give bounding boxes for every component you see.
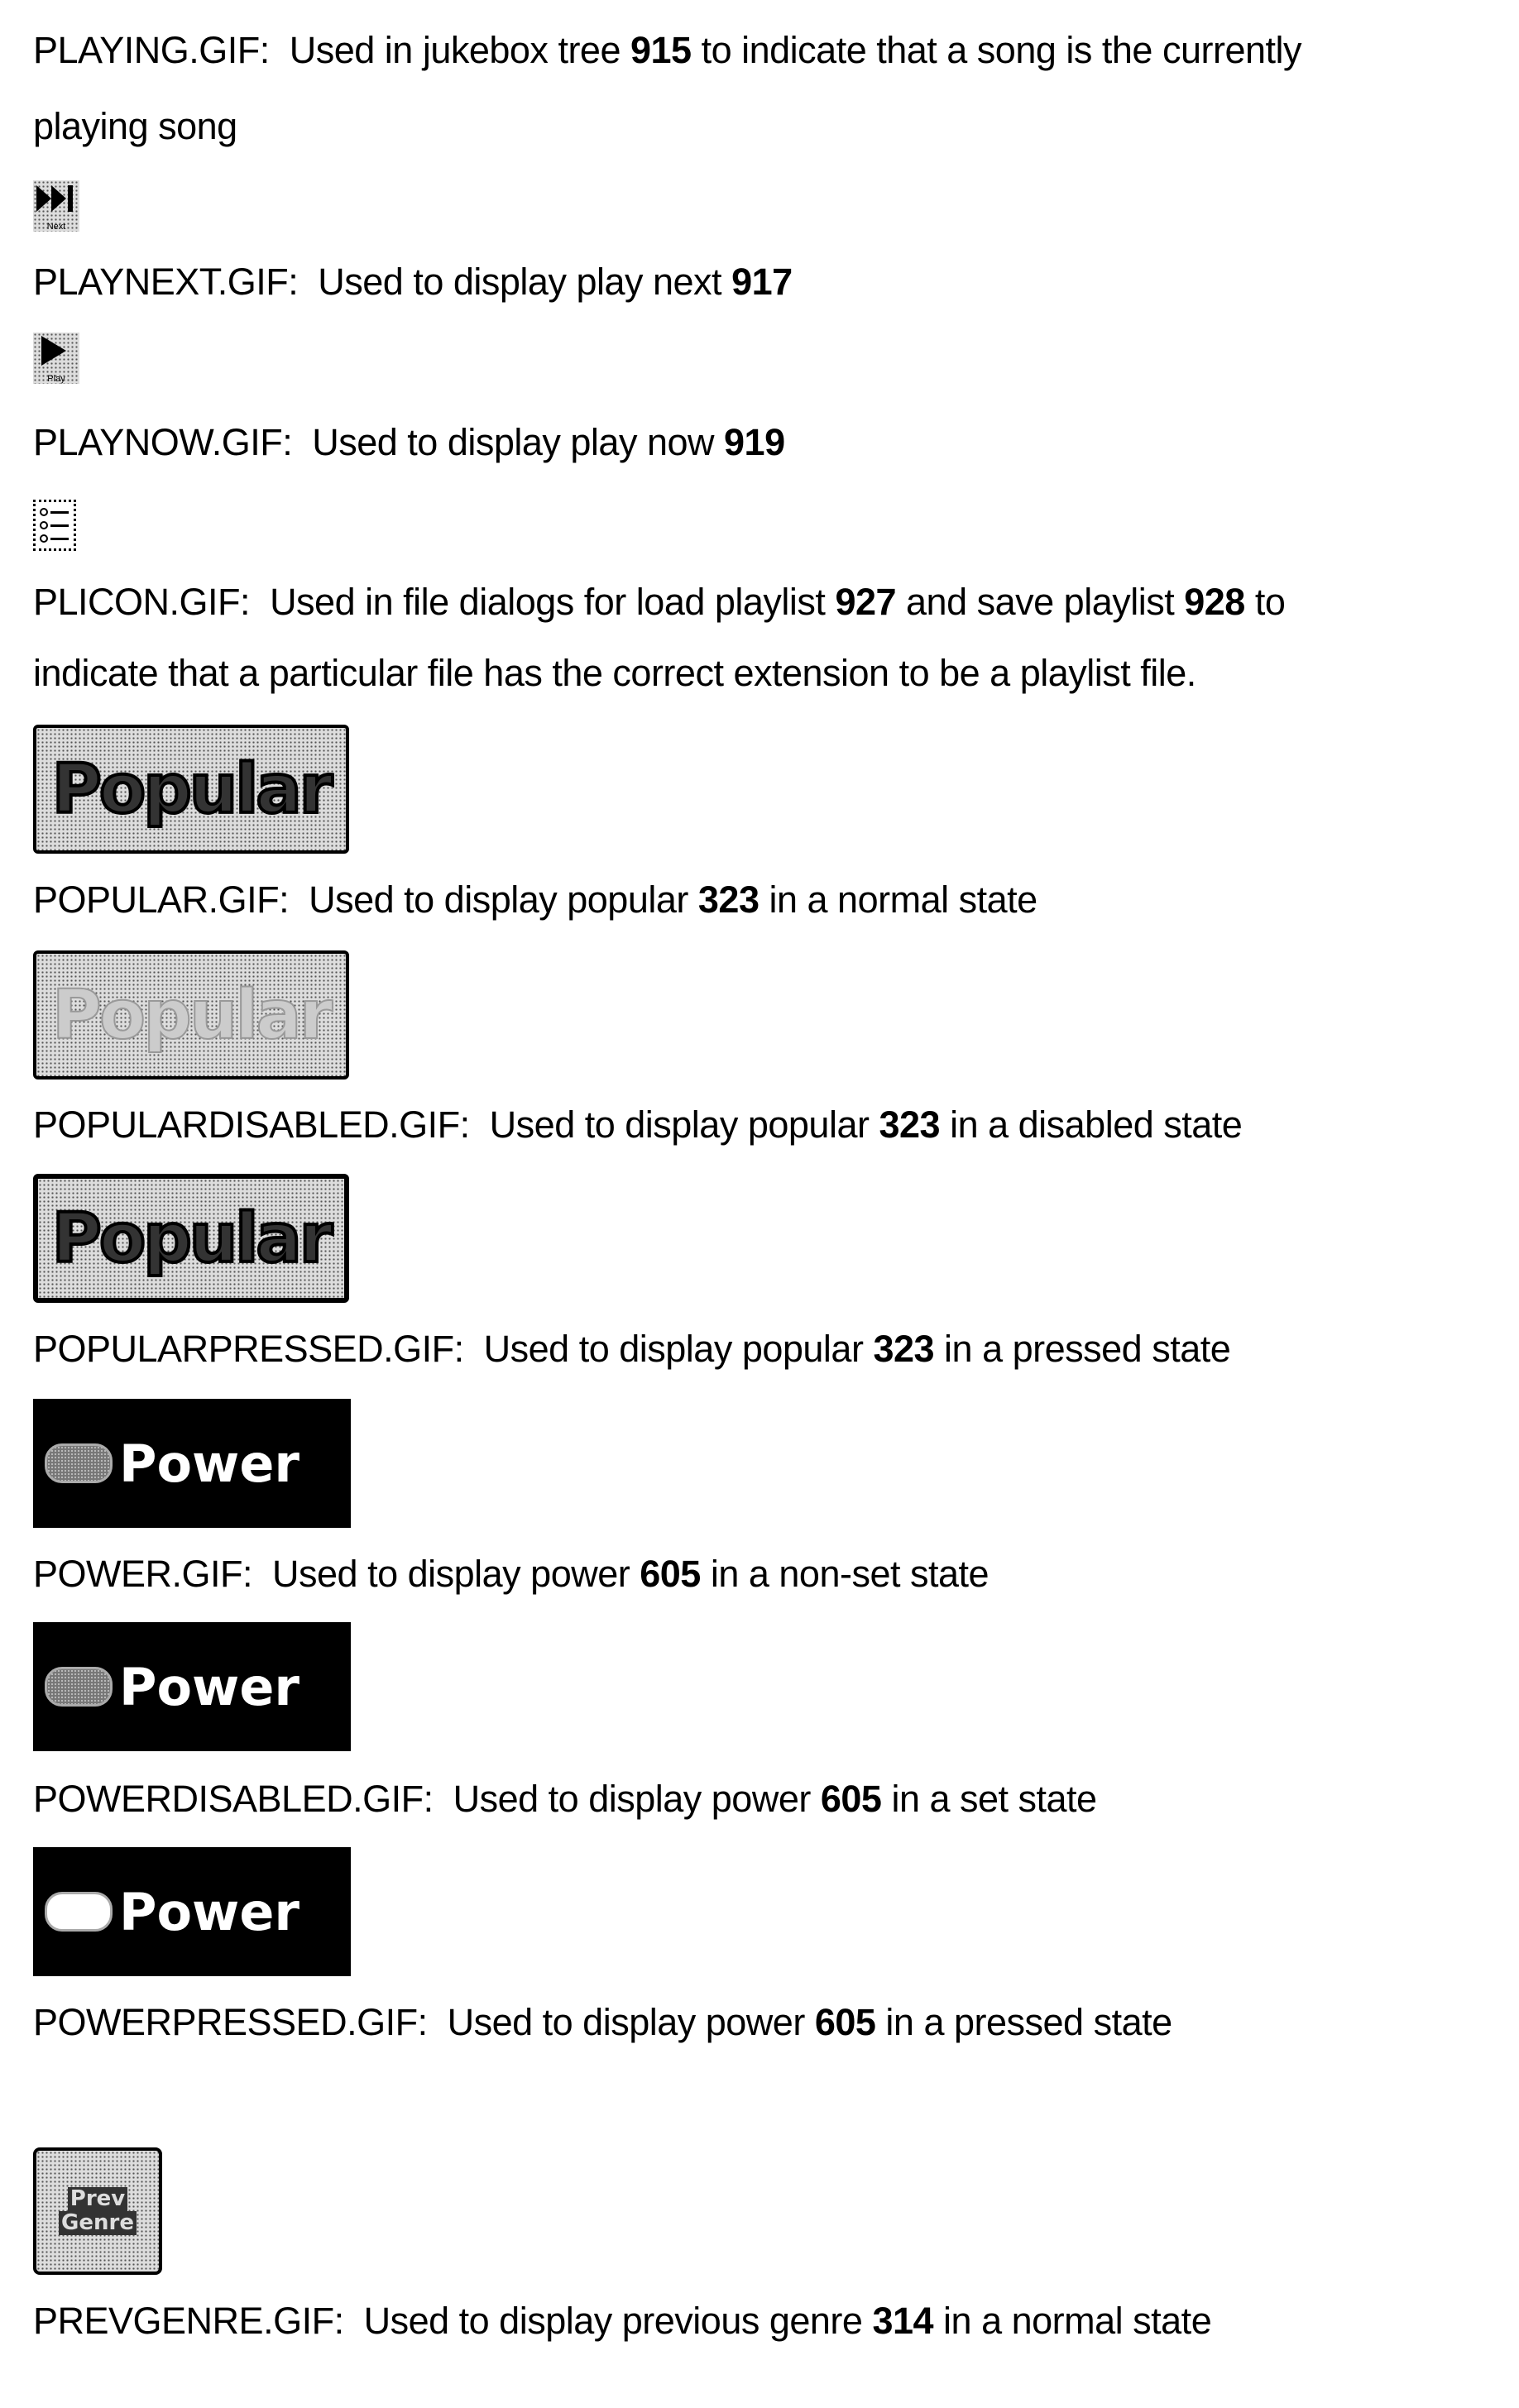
power-indicator-icon [45,1443,113,1483]
entry-popular: POPULAR.GIF: Used to display popular 323 in a normal state [33,881,1037,918]
entry-playing-cont: playing song [33,108,237,145]
entry-prevgenre: PREVGENRE.GIF: Used to display previous genre 314 in a normal state [33,2302,1211,2339]
playlist-file-icon [33,500,76,551]
popular-disabled-button-image: Popular [33,950,349,1080]
entry-plicon: PLICON.GIF: Used in file dialogs for load playlist 927 and save playlist 928 to [33,583,1285,620]
entry-popular-disabled: POPULARDISABLED.GIF: Used to display popular 323 in a disabled state [33,1106,1242,1143]
entry-plicon-cont: indicate that a particular file has the correct extension to be a playlist file. [33,654,1196,692]
power-disabled-button-image: Power [33,1622,351,1751]
entry-playnow: PLAYNOW.GIF: Used to display play now 919 [33,424,785,461]
entry-playnext: PLAYNEXT.GIF: Used to display play next 917 [33,263,793,300]
play-now-icon: Play [33,333,79,384]
entry-playing: PLAYING.GIF: Used in jukebox tree 915 to indicate that a song is the currently [33,31,1301,69]
prev-genre-button-image: Prev Genre [33,2147,162,2275]
power-pressed-button-image: Power [33,1847,351,1976]
entry-popular-pressed: POPULARPRESSED.GIF: Used to display popular 323 in a pressed state [33,1330,1230,1367]
entry-power-disabled: POWERDISABLED.GIF: Used to display power 605 in a set state [33,1780,1097,1817]
power-indicator-icon [45,1892,113,1932]
popular-pressed-button-image: Popular [33,1174,349,1303]
play-next-icon: Next [33,180,79,232]
power-indicator-icon [45,1667,113,1707]
entry-power: POWER.GIF: Used to display power 605 in a non-set state [33,1555,989,1592]
power-button-image: Power [33,1399,351,1528]
popular-button-image: Popular [33,725,349,854]
entry-power-pressed: POWERPRESSED.GIF: Used to display power 605 in a pressed state [33,2003,1172,2041]
